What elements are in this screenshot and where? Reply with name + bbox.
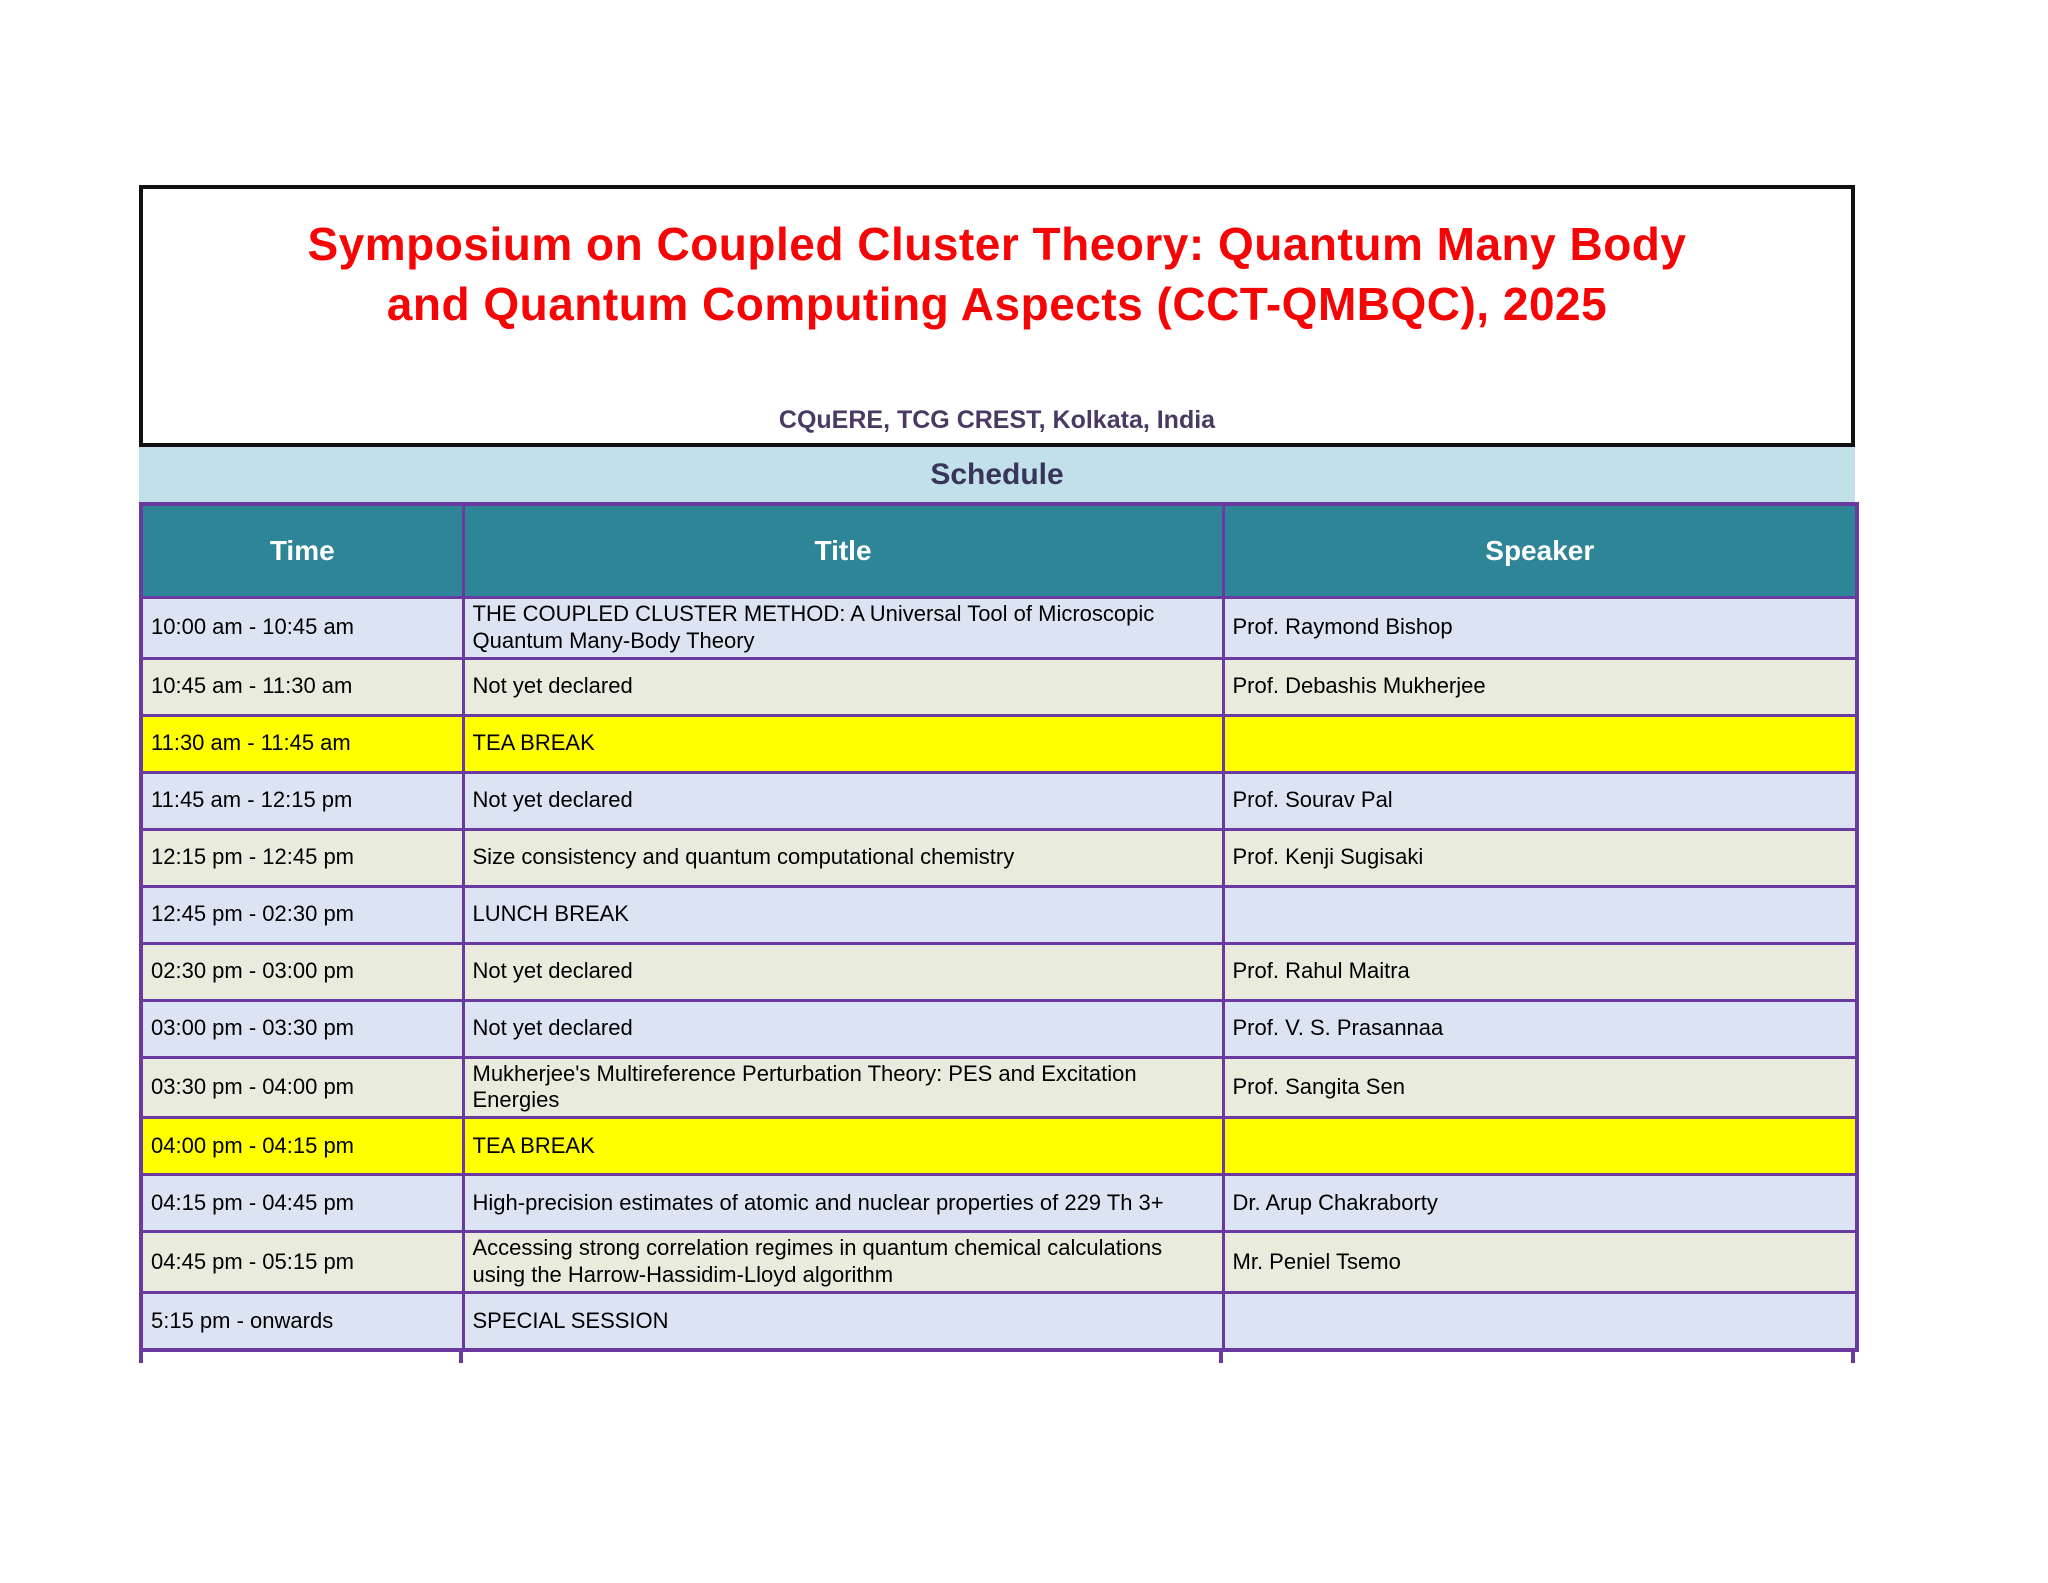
session-speaker [1223,1118,1857,1175]
column-header-title: Title [463,504,1223,598]
session-speaker: Prof. V. S. Prasannaa [1223,1000,1857,1057]
table-row [141,886,1857,943]
table-row [141,658,1857,715]
table-bottom-border-stubs [139,1352,1855,1366]
session-time: 12:45 pm - 02:30 pm [141,886,463,943]
column-header-time: Time [141,504,463,598]
table-row [141,1000,1857,1057]
border-stub [139,1352,143,1363]
session-time: 12:15 pm - 12:45 pm [141,829,463,886]
session-time: 02:30 pm - 03:00 pm [141,943,463,1000]
border-stub [1851,1352,1855,1363]
session-title: TEA BREAK [463,1118,1223,1175]
schedule-table [139,502,1859,1352]
session-speaker [1223,886,1857,943]
session-time: 11:30 am - 11:45 am [141,715,463,772]
table-row [141,598,1857,659]
table-row [141,829,1857,886]
schedule-table-container [139,502,1855,1366]
table-row [141,1232,1857,1293]
session-time: 04:00 pm - 04:15 pm [141,1118,463,1175]
session-title: Not yet declared [463,943,1223,1000]
session-speaker: Mr. Peniel Tsemo [1223,1232,1857,1293]
venue-subtitle: CQuERE, TCG CREST, Kolkata, India [778,406,1216,434]
session-speaker: Dr. Arup Chakraborty [1223,1175,1857,1232]
symposium-title-line-2: and Quantum Computing Aspects (CCT-QMBQC), 2025 [386,277,1608,330]
session-title: THE COUPLED CLUSTER METHOD: A Universal Tool of Microscopic Quantum Many-Body Theory [463,598,1223,659]
session-title: Not yet declared [463,1000,1223,1057]
session-title: LUNCH BREAK [463,886,1223,943]
session-speaker: Prof. Raymond Bishop [1223,598,1857,659]
session-speaker: Prof. Debashis Mukherjee [1223,658,1857,715]
symposium-title-box [139,185,1855,447]
session-time: 03:00 pm - 03:30 pm [141,1000,463,1057]
session-time: 04:15 pm - 04:45 pm [141,1175,463,1232]
session-title: TEA BREAK [463,715,1223,772]
session-title: SPECIAL SESSION [463,1292,1223,1350]
session-speaker: Prof. Rahul Maitra [1223,943,1857,1000]
session-time: 04:45 pm - 05:15 pm [141,1232,463,1293]
session-speaker [1223,1292,1857,1350]
column-header-speaker: Speaker [1223,504,1857,598]
session-title: Mukherjee's Multireference Perturbation Theory: PES and Excitation Energies [463,1057,1223,1118]
table-row [141,943,1857,1000]
session-speaker: Prof. Sourav Pal [1223,772,1857,829]
table-row [141,1057,1857,1118]
session-speaker [1223,715,1857,772]
session-speaker: Prof. Kenji Sugisaki [1223,829,1857,886]
symposium-title [248,215,1747,335]
session-time: 5:15 pm - onwards [141,1292,463,1350]
table-row [141,1175,1857,1232]
table-row [141,715,1857,772]
border-stub [1219,1352,1223,1363]
schedule-section-label: Schedule [930,457,1064,491]
session-title: Size consistency and quantum computational chemistry [463,829,1223,886]
session-time: 10:45 am - 11:30 am [141,658,463,715]
table-row [141,1292,1857,1350]
session-title: Accessing strong correlation regimes in quantum chemical calculations using the Harrow-Hassidim-Lloyd algorithm [463,1232,1223,1293]
border-stub [459,1352,463,1363]
session-time: 11:45 am - 12:15 pm [141,772,463,829]
table-row [141,1118,1857,1175]
table-row [141,772,1857,829]
table-header-row [141,504,1857,598]
session-title: Not yet declared [463,658,1223,715]
schedule-section-header [139,447,1855,502]
session-time: 10:00 am - 10:45 am [141,598,463,659]
session-title: Not yet declared [463,772,1223,829]
session-time: 03:30 pm - 04:00 pm [141,1057,463,1118]
session-title: High-precision estimates of atomic and nuclear properties of 229 Th 3+ [463,1175,1223,1232]
session-speaker: Prof. Sangita Sen [1223,1057,1857,1118]
symposium-title-line-1: Symposium on Coupled Cluster Theory: Quantum Many Body [307,218,1687,270]
